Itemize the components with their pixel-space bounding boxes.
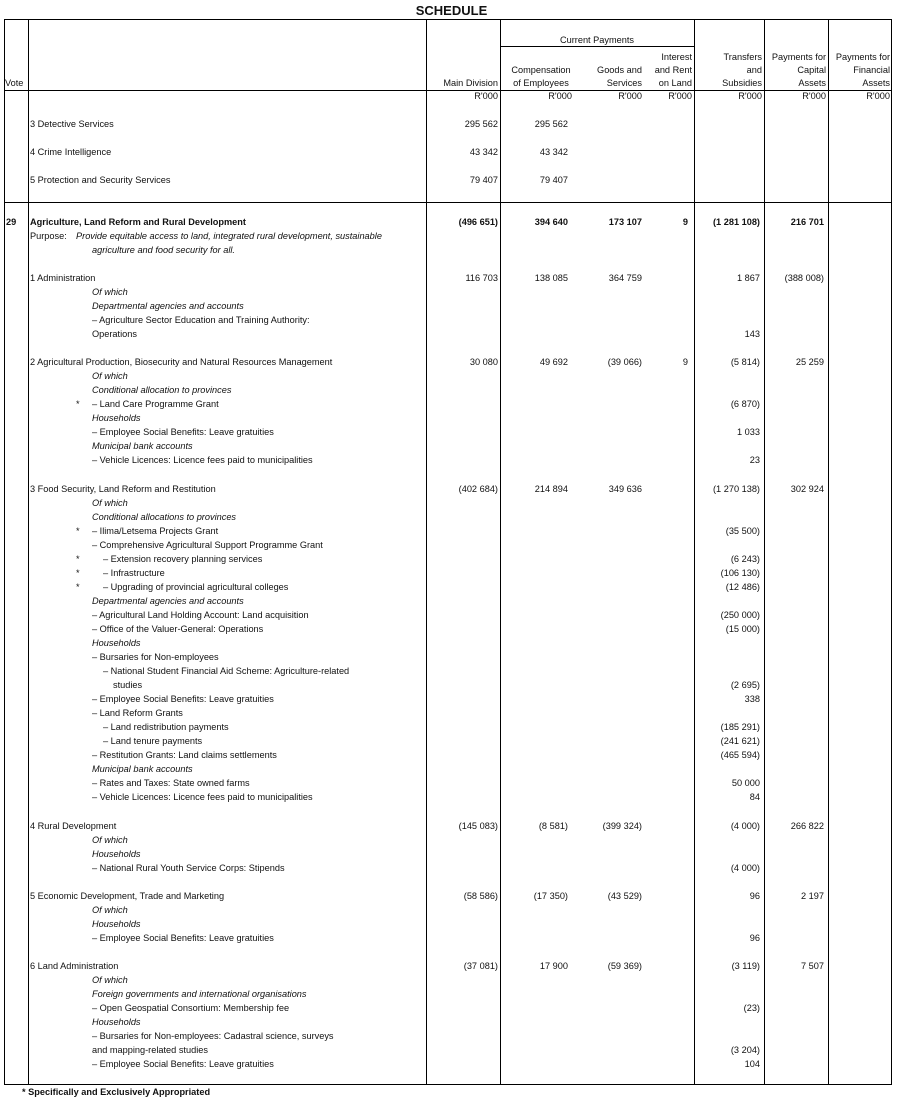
- col-line-left: [4, 19, 5, 1085]
- row-description: Municipal bank accounts: [92, 764, 193, 774]
- row-description: – Extension recovery planning services: [103, 554, 263, 564]
- col-line-interest: [694, 19, 695, 1085]
- cell-comp: 79 407: [539, 175, 568, 185]
- cell-tr: 96: [749, 933, 760, 943]
- row-description: Operations: [92, 329, 137, 339]
- cell-tr: 84: [749, 792, 760, 802]
- row-description: Of which: [92, 287, 128, 297]
- row-description: Households: [92, 638, 141, 648]
- row-description: Conditional allocations to provinces: [92, 512, 237, 522]
- unit-comp: R'000: [548, 91, 572, 101]
- col-line-right: [891, 19, 892, 1085]
- col-line-capital: [828, 19, 829, 1085]
- row-description: – Restitution Grants: Land claims settlements: [92, 750, 277, 760]
- cell-cap: 216 701: [790, 217, 824, 227]
- cell-comp: (8 581): [538, 821, 568, 831]
- cell-tr: (250 000): [720, 610, 760, 620]
- row-description: Conditional allocation to provinces: [92, 385, 232, 395]
- cell-goods: (39 066): [607, 357, 642, 367]
- row-description: – Bursaries for Non-employees: Cadastral science, surveys: [92, 1031, 334, 1041]
- cell-tr: 338: [744, 694, 760, 704]
- row-description: 3 Food Security, Land Reform and Restitution: [30, 484, 216, 494]
- cell-goods: 349 636: [608, 484, 642, 494]
- cell-main: 30 080: [469, 357, 498, 367]
- cell-tr: (6 870): [730, 399, 760, 409]
- cell-tr: (465 594): [720, 750, 760, 760]
- cell-comp: 43 342: [539, 147, 568, 157]
- row-description: Households: [92, 1017, 141, 1027]
- cell-comp: 49 692: [539, 357, 568, 367]
- row-description: Provide equitable access to land, integrated rural development, sustainable: [76, 231, 382, 241]
- row-description: – Comprehensive Agricultural Support Programme Grant: [92, 540, 323, 550]
- cell-comp: 138 085: [534, 273, 568, 283]
- table-top-border: [4, 19, 891, 20]
- row-description: Of which: [92, 498, 128, 508]
- row-description: – Land Reform Grants: [92, 708, 183, 718]
- header-financial-3: Assets: [862, 78, 890, 88]
- cell-tr: (12 486): [725, 582, 760, 592]
- cell-int: 9: [682, 357, 688, 367]
- header-compensation-2: of Employees: [513, 78, 569, 88]
- row-description: – Land redistribution payments: [103, 722, 229, 732]
- cell-int: 9: [682, 217, 688, 227]
- cell-main: (145 083): [458, 821, 498, 831]
- header-transfers-1: Transfers: [723, 52, 762, 62]
- cell-comp: 17 900: [539, 961, 568, 971]
- row-description: Departmental agencies and accounts: [92, 301, 244, 311]
- row-description: 4 Crime Intelligence: [30, 147, 112, 157]
- cell-tr: (15 000): [725, 624, 760, 634]
- row-description: 2 Agricultural Production, Biosecurity and Natural Resources Management: [30, 357, 333, 367]
- unit-transfers: R'000: [738, 91, 762, 101]
- cell-main: (402 684): [458, 484, 498, 494]
- cell-cap: 302 924: [790, 484, 824, 494]
- vote-number: 29: [6, 217, 17, 227]
- cell-main: (37 081): [463, 961, 498, 971]
- cell-tr: (3 204): [730, 1045, 760, 1055]
- row-description: – Rates and Taxes: State owned farms: [92, 778, 250, 788]
- header-financial-1: Payments for: [835, 52, 890, 62]
- appropriation-marker: *: [76, 399, 80, 409]
- cell-tr: (1 270 138): [713, 484, 760, 494]
- row-description: 4 Rural Development: [30, 821, 117, 831]
- cell-tr: 143: [744, 329, 760, 339]
- row-description: 1 Administration: [30, 273, 96, 283]
- header-capital-1: Payments for: [771, 52, 826, 62]
- header-financial-2: Financial: [853, 65, 890, 75]
- row-description: 3 Detective Services: [30, 119, 114, 129]
- cell-goods: (399 324): [602, 821, 642, 831]
- section-divider: [4, 202, 891, 203]
- cell-tr: (241 621): [720, 736, 760, 746]
- page-title: SCHEDULE: [415, 3, 488, 18]
- unit-interest: R'000: [668, 91, 692, 101]
- row-description: – Employee Social Benefits: Leave gratuities: [92, 694, 274, 704]
- row-description: Households: [92, 919, 141, 929]
- header-goods-1: Goods and: [597, 65, 642, 75]
- row-description: Of which: [92, 371, 128, 381]
- cell-cap: 2 197: [801, 891, 824, 901]
- row-description: Municipal bank accounts: [92, 441, 193, 451]
- row-description: – National Student Financial Aid Scheme: Agriculture-related: [103, 666, 350, 676]
- row-description: Agriculture, Land Reform and Rural Development: [30, 217, 246, 227]
- cell-tr: 1 867: [737, 273, 760, 283]
- row-description: – National Rural Youth Service Corps: Stipends: [92, 863, 285, 873]
- cell-tr: (5 814): [730, 357, 760, 367]
- purpose-label: Purpose:: [30, 231, 67, 241]
- unit-financial: R'000: [866, 91, 890, 101]
- row-description: Households: [92, 849, 141, 859]
- cell-tr: (6 243): [730, 554, 760, 564]
- header-interest-3: on Land: [658, 78, 692, 88]
- row-description: Of which: [92, 905, 128, 915]
- appropriation-marker: *: [76, 582, 80, 592]
- cell-goods: (43 529): [607, 891, 642, 901]
- cell-tr: 50 000: [731, 778, 760, 788]
- col-line-vote: [28, 19, 29, 1085]
- cell-main: 79 407: [469, 175, 498, 185]
- cell-main: 116 703: [465, 273, 498, 283]
- row-description: – Vehicle Licences: Licence fees paid to municipalities: [92, 792, 313, 802]
- row-description: – Ilima/Letsema Projects Grant: [92, 526, 219, 536]
- row-description: – Office of the Valuer-General: Operations: [92, 624, 264, 634]
- cell-tr: (2 695): [730, 680, 760, 690]
- row-description: – Land Care Programme Grant: [92, 399, 219, 409]
- row-description: Foreign governments and international organisations: [92, 989, 307, 999]
- header-capital-3: Assets: [798, 78, 826, 88]
- unit-main: R'000: [474, 91, 498, 101]
- cell-tr: 1 033: [737, 427, 760, 437]
- row-description: Of which: [92, 835, 128, 845]
- cell-tr: 104: [744, 1059, 760, 1069]
- appropriation-marker: *: [76, 568, 80, 578]
- row-description: 6 Land Administration: [30, 961, 119, 971]
- row-description: – Vehicle Licences: Licence fees paid to municipalities: [92, 455, 313, 465]
- unit-capital: R'000: [802, 91, 826, 101]
- row-description: – Infrastructure: [103, 568, 165, 578]
- cell-tr: (4 000): [730, 821, 760, 831]
- cell-comp: 214 894: [534, 484, 568, 494]
- row-description: Households: [92, 413, 141, 423]
- row-description: – Open Geospatial Consortium: Membership fee: [92, 1003, 290, 1013]
- row-description: Of which: [92, 975, 128, 985]
- header-capital-2: Capital: [797, 65, 826, 75]
- cell-tr: (106 130): [720, 568, 760, 578]
- header-interest-2: and Rent: [654, 65, 692, 75]
- cell-comp: 394 640: [534, 217, 568, 227]
- unit-goods: R'000: [618, 91, 642, 101]
- cell-comp: (17 350): [533, 891, 568, 901]
- cell-tr: 23: [749, 455, 760, 465]
- header-compensation-1: Compensation: [511, 65, 571, 75]
- cell-cap: 266 822: [790, 821, 824, 831]
- cell-cap: (388 008): [784, 273, 824, 283]
- cell-main: 295 562: [464, 119, 498, 129]
- cell-cap: 7 507: [801, 961, 824, 971]
- header-transfers-3: Subsidies: [722, 78, 762, 88]
- cell-cap: 25 259: [795, 357, 824, 367]
- row-description: – Agricultural Land Holding Account: Land acquisition: [92, 610, 309, 620]
- header-transfers-2: and: [746, 65, 762, 75]
- row-description: 5 Protection and Security Services: [30, 175, 171, 185]
- cell-goods: (59 369): [607, 961, 642, 971]
- cell-main: (58 586): [463, 891, 498, 901]
- row-description: – Agriculture Sector Education and Training Authority:: [92, 315, 310, 325]
- cell-tr: (35 500): [725, 526, 760, 536]
- col-line-main: [426, 19, 427, 1085]
- row-description: studies: [113, 680, 143, 690]
- row-description: – Employee Social Benefits: Leave gratuities: [92, 1059, 274, 1069]
- header-interest-1: Interest: [661, 52, 692, 62]
- cell-tr: (185 291): [720, 722, 760, 732]
- row-description: Departmental agencies and accounts: [92, 596, 244, 606]
- header-main-division: Main Division: [443, 78, 498, 88]
- appropriation-marker: *: [76, 526, 80, 536]
- cell-main: 43 342: [469, 147, 498, 157]
- header-goods-2: Services: [606, 78, 642, 88]
- cell-tr: (3 119): [731, 961, 760, 971]
- row-description: – Upgrading of provincial agricultural colleges: [103, 582, 289, 592]
- row-description: and mapping-related studies: [92, 1045, 208, 1055]
- cell-tr: (4 000): [730, 863, 760, 873]
- header-vote: Vote: [5, 78, 24, 88]
- cell-goods: 364 759: [608, 273, 642, 283]
- appropriation-marker: *: [76, 554, 80, 564]
- row-description: agriculture and food security for all.: [92, 245, 235, 255]
- col-line-transfers: [764, 19, 765, 1085]
- row-description: – Employee Social Benefits: Leave gratuities: [92, 933, 274, 943]
- row-description: 5 Economic Development, Trade and Marketing: [30, 891, 225, 901]
- row-description: – Land tenure payments: [103, 736, 203, 746]
- table-bottom-border: [4, 1084, 891, 1085]
- header-current-payments: Current Payments: [559, 35, 635, 45]
- cell-tr: 96: [749, 891, 760, 901]
- cell-tr: (1 281 108): [713, 217, 760, 227]
- col-line-comp: [500, 19, 501, 1085]
- row-description: – Bursaries for Non-employees: [92, 652, 219, 662]
- footnote: * Specifically and Exclusively Appropriated: [22, 1087, 211, 1097]
- cell-main: (496 651): [458, 217, 498, 227]
- cell-tr: (23): [743, 1003, 760, 1013]
- cell-comp: 295 562: [534, 119, 568, 129]
- row-description: – Employee Social Benefits: Leave gratuities: [92, 427, 274, 437]
- cell-goods: 173 107: [608, 217, 642, 227]
